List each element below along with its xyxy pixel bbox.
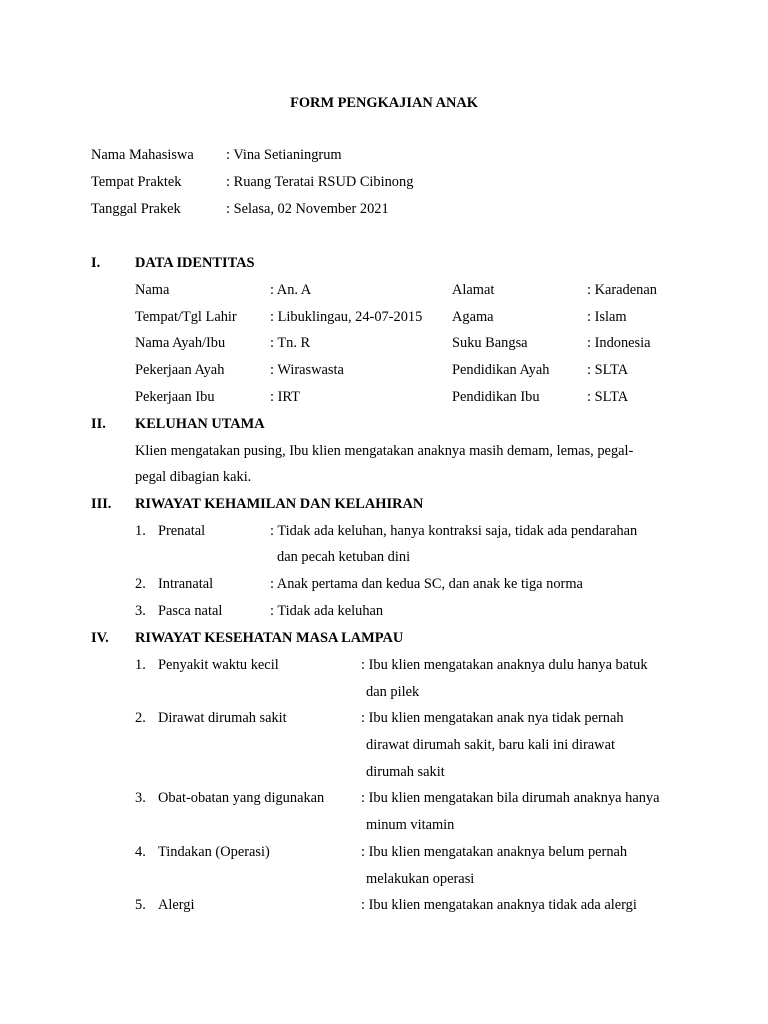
nama-mahasiswa-value: : Vina Setianingrum: [226, 147, 342, 163]
section-heading-kesehatan: RIWAYAT KESEHATAN MASA LAMPAU: [135, 630, 404, 646]
list-item-label: Dirawat dirumah sakit: [158, 710, 287, 726]
list-item-value-continued: minum vitamin: [366, 817, 455, 833]
tanggal-prakek-label: Tanggal Prakek: [91, 201, 181, 217]
identity-field-label: Agama: [452, 309, 494, 325]
list-item-number: 4.: [135, 844, 146, 860]
list-item-label: Penyakit waktu kecil: [158, 657, 279, 673]
list-item-value-continued: dirumah sakit: [366, 764, 445, 780]
list-item-label: Pasca natal: [158, 603, 223, 619]
section-numeral: II.: [91, 416, 106, 432]
tempat-praktek-label: Tempat Praktek: [91, 174, 182, 190]
list-item-value-continued: dirawat dirumah sakit, baru kali ini dirawat: [366, 737, 615, 753]
identity-field-value: : SLTA: [587, 389, 629, 405]
list-item-value: : Ibu klien mengatakan anaknya tidak ada alergi: [361, 897, 637, 913]
identity-field-value: : Indonesia: [587, 335, 651, 351]
identity-field-label: Pekerjaan Ayah: [135, 362, 225, 378]
identity-field-value: : SLTA: [587, 362, 629, 378]
identity-field-value: : Islam: [587, 309, 627, 325]
section-numeral: I.: [91, 255, 101, 271]
identity-field-label: Pekerjaan Ibu: [135, 389, 215, 405]
identity-field-value: : Tn. R: [270, 335, 311, 351]
section-heading-keluhan: KELUHAN UTAMA: [135, 416, 265, 432]
identity-field-value: : Karadenan: [587, 282, 657, 298]
list-item-number: 1.: [135, 657, 146, 673]
identity-field-label: Pendidikan Ibu: [452, 389, 540, 405]
section-numeral: IV.: [91, 630, 109, 646]
list-item-value: : Ibu klien mengatakan anak nya tidak pernah: [361, 710, 624, 726]
identity-field-label: Nama: [135, 282, 170, 298]
list-item-number: 2.: [135, 576, 146, 592]
list-item-label: Intranatal: [158, 576, 214, 592]
identity-field-value: : Wiraswasta: [270, 362, 344, 378]
tanggal-prakek-value: : Selasa, 02 November 2021: [226, 201, 389, 217]
list-item-label: Prenatal: [158, 523, 206, 539]
list-item-value: : Tidak ada keluhan, hanya kontraksi saja, tidak ada pendarahan: [270, 523, 638, 539]
list-item-label: Alergi: [158, 897, 195, 913]
identity-field-label: Suku Bangsa: [452, 335, 528, 351]
list-item-number: 3.: [135, 603, 146, 619]
section-heading-identitas: DATA IDENTITAS: [135, 255, 255, 271]
list-item-value: : Ibu klien mengatakan anaknya belum pernah: [361, 844, 628, 860]
keluhan-text-line: Klien mengatakan pusing, Ibu klien mengatakan anaknya masih demam, lemas, pegal-: [135, 443, 634, 459]
list-item-value: : Anak pertama dan kedua SC, dan anak ke tiga norma: [270, 576, 583, 592]
nama-mahasiswa-label: Nama Mahasiswa: [91, 147, 194, 163]
page-title: FORM PENGKAJIAN ANAK: [290, 95, 478, 111]
list-item-label: Tindakan (Operasi): [158, 844, 270, 860]
identity-field-label: Tempat/Tgl Lahir: [135, 309, 237, 325]
list-item-value-continued: dan pecah ketuban dini: [277, 549, 411, 565]
list-item-value: : Ibu klien mengatakan bila dirumah anaknya hanya: [361, 790, 660, 806]
identity-field-label: Pendidikan Ayah: [452, 362, 550, 378]
list-item-number: 1.: [135, 523, 146, 539]
list-item-value: : Tidak ada keluhan: [270, 603, 384, 619]
list-item-value: : Ibu klien mengatakan anaknya dulu hanya batuk: [361, 657, 648, 673]
identity-field-label: Nama Ayah/Ibu: [135, 335, 226, 351]
list-item-number: 5.: [135, 897, 146, 913]
identity-field-value: : Libuklingau, 24-07-2015: [270, 309, 423, 325]
section-numeral: III.: [91, 496, 112, 512]
keluhan-text-line: pegal dibagian kaki.: [135, 469, 252, 485]
list-item-number: 3.: [135, 790, 146, 806]
identity-field-value: : IRT: [270, 389, 300, 405]
list-item-value-continued: dan pilek: [366, 684, 420, 700]
list-item-number: 2.: [135, 710, 146, 726]
list-item-label: Obat-obatan yang digunakan: [158, 790, 325, 806]
identity-field-label: Alamat: [452, 282, 495, 298]
list-item-value-continued: melakukan operasi: [366, 871, 475, 887]
tempat-praktek-value: : Ruang Teratai RSUD Cibinong: [226, 174, 414, 190]
identity-field-value: : An. A: [270, 282, 312, 298]
section-heading-kehamilan: RIWAYAT KEHAMILAN DAN KELAHIRAN: [135, 496, 424, 512]
